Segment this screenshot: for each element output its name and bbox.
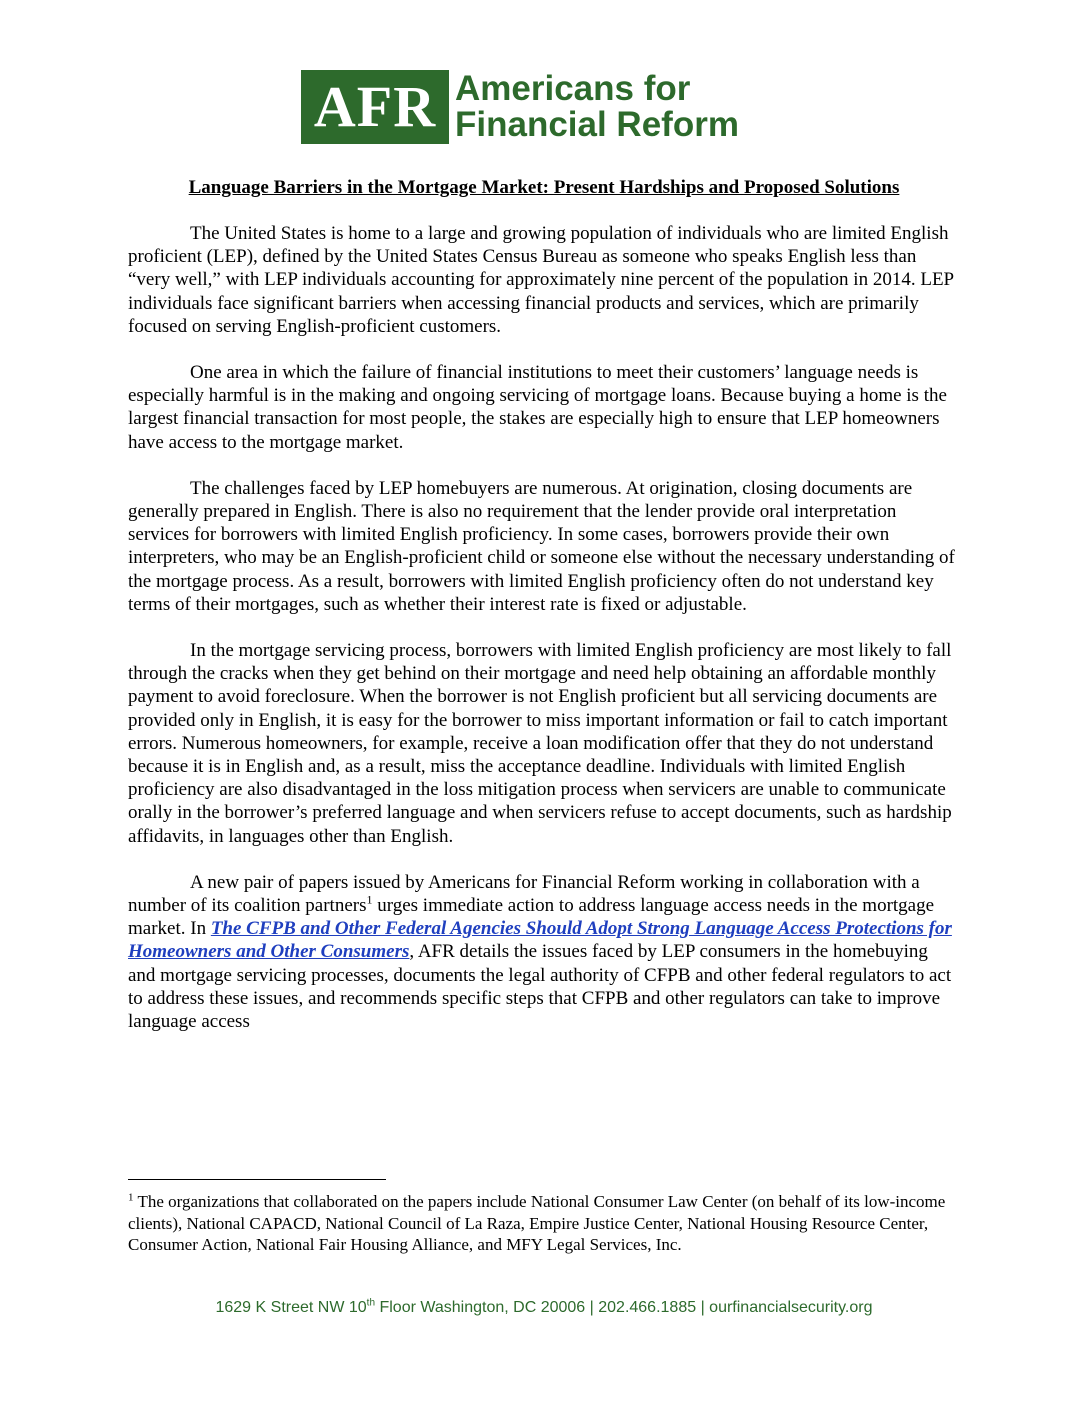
- footnote-marker: 1: [128, 1191, 134, 1204]
- cfpb-paper-link[interactable]: The CFPB and Other Federal Agencies Should Adopt Strong Language Access Protections for Homeowners and Other Consumers: [128, 918, 952, 963]
- paragraph-5: [128, 871, 960, 1033]
- afr-logo-wordmark: [455, 71, 739, 143]
- afr-logo-letters: AFR: [313, 74, 437, 139]
- footnote-divider: [128, 1179, 386, 1180]
- footer-address-part-2: Floor Washington, DC 20006 | 202.466.1885 | ourfinancialsecurity.org: [375, 1299, 873, 1316]
- footer-ordinal: th: [366, 1297, 376, 1309]
- page-footer: [0, 1299, 1088, 1317]
- document-body: [128, 222, 960, 1056]
- footnote-text: The organizations that collaborated on the papers include National Consumer Law Center (on behalf of its low-income clients), National CAPACD, National Council of La Raza, Empire Justice Center, National Housing Resource Center, Consumer Action, National Fair Housing Alliance, and MFY Legal Services, Inc.: [128, 1192, 946, 1254]
- paragraph-5-part-1: A new pair of papers issued by Americans for Financial Reform working in collaboration with a number of its coalition partners: [128, 871, 920, 917]
- paragraph-5-part-2: urges immediate action to address language access needs in the mortgage market. In: [128, 895, 935, 940]
- logo-line-1: Americans for: [455, 69, 691, 108]
- paragraph-1: The United States is home to a large and growing population of individuals who are limited English proficient (LEP), defined by the United States Census Bureau as someone who speaks English less than “very well,” with LEP individuals accounting for approximately nine percent of the population in 2014. LEP individuals face significant barriers when accessing financial products and services, which are primarily focused on serving English-proficient customers.: [128, 223, 954, 337]
- document-title: Language Barriers in the Mortgage Market: Present Hardships and Proposed Solutions: [188, 177, 900, 198]
- afr-logo: [301, 70, 739, 144]
- paragraph-2: One area in which the failure of financial institutions to meet their customers’ language needs is especially harmful is in the making and ongoing servicing of mortgage loans. Because buying a home is the largest financial transaction for most people, the stakes are especially high to ensure that LEP homeowners have access to the mortgage market.: [128, 362, 947, 453]
- logo-line-2: Financial Reform: [455, 105, 739, 144]
- paragraph-5-part-3: , AFR details the issues faced by LEP consumers in the homebuying and mortgage servicing processes, documents the legal authority of CFPB and other federal regulators to act to address these issues, and recommends specific steps that CFPB and other regulators can take to improve language access: [128, 941, 952, 1033]
- paragraph-3: The challenges faced by LEP homebuyers are numerous. At origination, closing documents are generally prepared in English. There is also no requirement that the lender provide oral interpretation services for borrowers with limited English proficiency. In some cases, borrowers provide their own interpreters, who may be an English-proficient child or someone else without the necessary understanding of the mortgage process. As a result, borrowers with limited English proficiency often do not understand key terms of their mortgages, such as whether their interest rate is fixed or adjustable.: [128, 477, 955, 615]
- afr-logo-mark: [301, 70, 449, 144]
- footnote-1: [128, 1191, 960, 1256]
- footnote-reference[interactable]: 1: [366, 892, 373, 907]
- footer-address-part-1: 1629 K Street NW 10: [215, 1299, 367, 1316]
- paragraph-4: In the mortgage servicing process, borrowers with limited English proficiency are most likely to fall through the cracks when they get behind on their mortgage and need help obtaining an affordable monthly payment to avoid foreclosure. When the borrower is not English proficient but all servicing documents are provided only in English, it is easy for the borrower to miss important information or fail to catch important errors. Numerous homeowners, for example, receive a loan modification offer that they do not understand because it is in English and, as a result, miss the acceptance deadline. Individuals with limited English proficiency are also disadvantaged in the loss mitigation process when servicers are unable to communicate orally in the borrower’s preferred language and when servicers refuse to accept documents, such as hardship affidavits, in languages other than English.: [128, 640, 952, 847]
